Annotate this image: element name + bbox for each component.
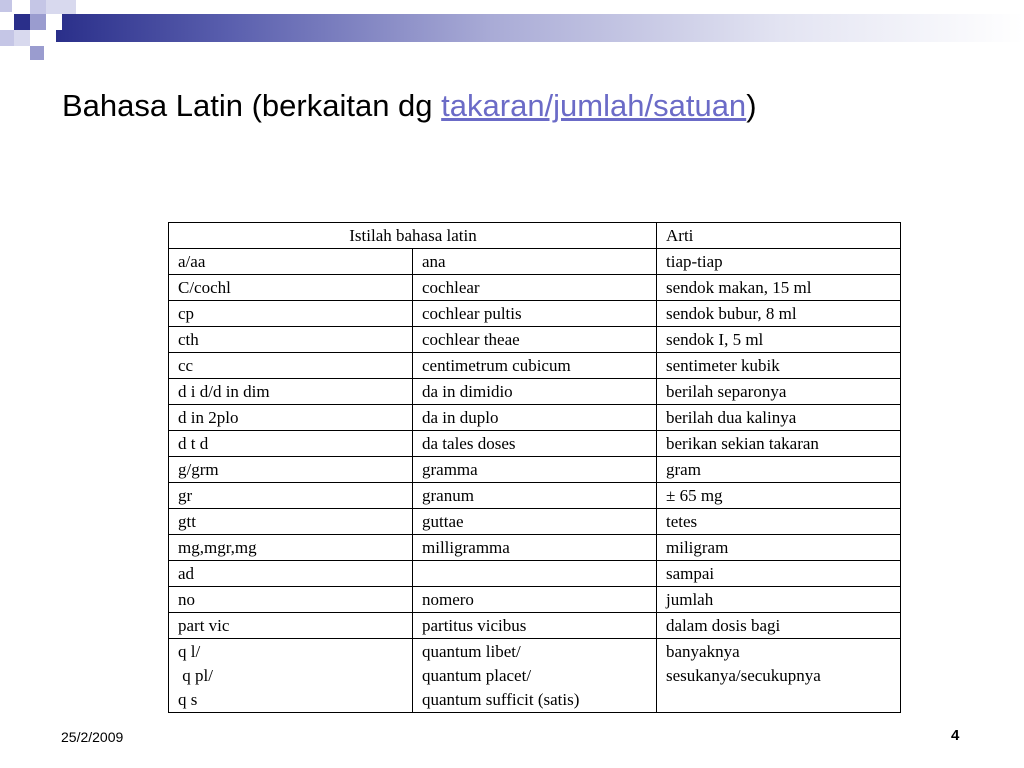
deco-square — [30, 0, 46, 14]
table-header-row — [169, 223, 901, 249]
cell-latin: cochlear theae — [413, 327, 657, 353]
cell-meaning: berilah dua kalinya — [657, 405, 901, 431]
deco-square — [14, 14, 30, 30]
table-row — [169, 535, 901, 561]
header-term: Istilah bahasa latin — [169, 223, 657, 249]
cell-meaning: sentimeter kubik — [657, 353, 901, 379]
title-link[interactable]: takaran/jumlah/satuan — [441, 88, 747, 123]
table-row — [169, 613, 901, 639]
page-number: 4 — [951, 727, 960, 744]
cell-meaning: sampai — [657, 561, 901, 587]
deco-square — [14, 30, 30, 46]
table-row — [169, 275, 901, 301]
cell-latin: cochlear — [413, 275, 657, 301]
cell-meaning: berilah separonya — [657, 379, 901, 405]
cell-latin: nomero — [413, 587, 657, 613]
deco-square — [0, 30, 14, 46]
table-row — [169, 249, 901, 275]
line: sesukanya/secukupnya — [666, 666, 821, 685]
cell-abbr: gr — [169, 483, 413, 509]
cell-abbr: mg,mgr,mg — [169, 535, 413, 561]
line: banyaknya — [666, 642, 740, 661]
cell-latin: da in duplo — [413, 405, 657, 431]
line: q l/ — [178, 642, 201, 661]
slide-title — [62, 88, 757, 124]
cell-latin: ana — [413, 249, 657, 275]
cell-abbr: cc — [169, 353, 413, 379]
deco-square — [30, 14, 46, 30]
cell-abbr: d t d — [169, 431, 413, 457]
table-row — [169, 587, 901, 613]
cell-meaning — [657, 639, 901, 713]
deco-square — [46, 14, 62, 30]
cell-abbr: ad — [169, 561, 413, 587]
cell-meaning: ± 65 mg — [657, 483, 901, 509]
cell-meaning: gram — [657, 457, 901, 483]
cell-latin — [413, 639, 657, 713]
cell-meaning: dalam dosis bagi — [657, 613, 901, 639]
cell-abbr: d i d/d in dim — [169, 379, 413, 405]
header-gradient-bar — [56, 14, 1024, 42]
cell-latin: cochlear pultis — [413, 301, 657, 327]
latin-terms-table — [168, 222, 901, 713]
title-prefix: Bahasa Latin (berkaitan dg — [62, 88, 442, 123]
cell-abbr: d in 2plo — [169, 405, 413, 431]
cell-latin: da in dimidio — [413, 379, 657, 405]
deco-square — [46, 0, 76, 14]
cell-latin: granum — [413, 483, 657, 509]
line: quantum libet/ — [422, 642, 521, 661]
cell-meaning: tetes — [657, 509, 901, 535]
table-row — [169, 405, 901, 431]
table-row — [169, 301, 901, 327]
line: q s — [178, 690, 198, 709]
table-row — [169, 509, 901, 535]
cell-abbr: a/aa — [169, 249, 413, 275]
deco-square — [30, 46, 44, 60]
cell-abbr — [169, 639, 413, 713]
cell-abbr: C/cochl — [169, 275, 413, 301]
table-row — [169, 327, 901, 353]
cell-meaning: berikan sekian takaran — [657, 431, 901, 457]
table-row — [169, 483, 901, 509]
table-row — [169, 457, 901, 483]
cell-meaning: sendok I, 5 ml — [657, 327, 901, 353]
cell-meaning: miligram — [657, 535, 901, 561]
cell-abbr: cth — [169, 327, 413, 353]
cell-meaning: sendok makan, 15 ml — [657, 275, 901, 301]
table-row — [169, 431, 901, 457]
cell-latin: gramma — [413, 457, 657, 483]
cell-latin: partitus vicibus — [413, 613, 657, 639]
table-row — [169, 561, 901, 587]
title-suffix: ) — [746, 88, 757, 123]
line: quantum placet/ — [422, 666, 532, 685]
cell-latin — [413, 561, 657, 587]
table-row — [169, 379, 901, 405]
cell-abbr: cp — [169, 301, 413, 327]
cell-meaning: sendok bubur, 8 ml — [657, 301, 901, 327]
line: q pl/ — [178, 666, 213, 685]
line: quantum sufficit (satis) — [422, 690, 580, 709]
deco-square — [0, 0, 12, 12]
table-row — [169, 353, 901, 379]
header-meaning: Arti — [657, 223, 901, 249]
cell-latin: milligramma — [413, 535, 657, 561]
cell-abbr: no — [169, 587, 413, 613]
cell-abbr: part vic — [169, 613, 413, 639]
cell-latin: centimetrum cubicum — [413, 353, 657, 379]
table-row — [169, 639, 901, 713]
cell-meaning: tiap-tiap — [657, 249, 901, 275]
cell-meaning: jumlah — [657, 587, 901, 613]
cell-abbr: g/grm — [169, 457, 413, 483]
cell-latin: da tales doses — [413, 431, 657, 457]
cell-latin: guttae — [413, 509, 657, 535]
cell-abbr: gtt — [169, 509, 413, 535]
slide-date: 25/2/2009 — [61, 729, 124, 745]
